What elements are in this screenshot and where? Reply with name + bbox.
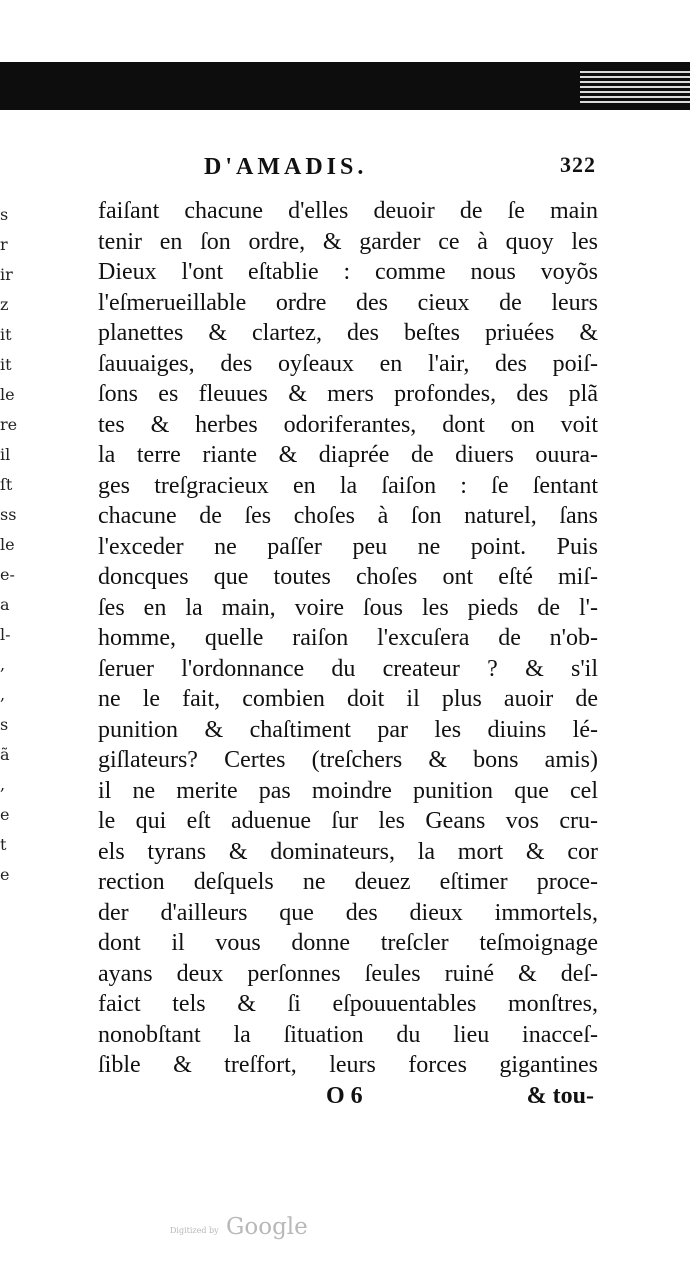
body-text [98, 196, 598, 1081]
text-line: ſible & treſfort, leurs forces gigantines [98, 1052, 598, 1078]
text-line: il ne merite pas moindre punition que cel [98, 777, 598, 804]
margin-mark: ã [0, 745, 10, 764]
margin-mark: e [0, 865, 10, 884]
signature-mark: O 6 [326, 1082, 363, 1109]
margin-mark: re [0, 415, 18, 434]
book-page [98, 152, 598, 1115]
text-line: doncques que toutes choſes ont eſté miſ- [98, 564, 598, 590]
text-line: dont il vous donne treſcler teſmoignage [98, 930, 598, 956]
catchword: & tou- [526, 1082, 594, 1109]
text-line: ges treſgracieux en la ſaiſon : ſe ſentant [98, 472, 598, 499]
margin-mark: s [0, 715, 9, 734]
watermark-prefix: Digitized by [170, 1226, 219, 1235]
text-line: punition & chaſtiment par les diuins lé- [98, 716, 598, 743]
text-line: ſons es fleuues & mers profondes, des plã [98, 381, 598, 407]
margin-mark: l- [0, 625, 11, 644]
margin-mark: it [0, 355, 12, 374]
text-line: faiſant chacune d'elles deuoir de ſe main [98, 198, 598, 224]
page-footer [98, 1083, 598, 1115]
text-line: planettes & clartez, des beſtes priuées & [98, 320, 598, 346]
text-line: Dieux l'ont eſtablie : comme nous voyõs [98, 259, 598, 285]
margin-mark: t [0, 835, 7, 854]
running-title: D'AMADIS. [204, 154, 368, 180]
margin-mark: , [0, 775, 6, 794]
text-line: ſes en la main, voire ſous les pieds de l'- [98, 594, 598, 621]
text-line: faict tels & ſi eſpouuentables monſtres, [98, 991, 598, 1017]
running-head [98, 152, 598, 186]
margin-mark: s [0, 205, 9, 224]
text-line: la terre riante & diaprée de diuers ouura- [98, 442, 598, 468]
margin-mark: it [0, 325, 12, 344]
text-line: ne le fait, combien doit il plus auoir de [98, 686, 598, 712]
text-line: homme, quelle raiſon l'excuſera de n'ob- [98, 625, 598, 651]
text-line: ſeruer l'ordonnance du createur ? & s'il [98, 655, 598, 682]
google-logo: Google [226, 1214, 308, 1240]
margin-mark: ſt [0, 475, 13, 494]
margin-mark: , [0, 685, 6, 704]
margin-mark: le [0, 535, 15, 554]
scan-dark-edge [0, 62, 690, 110]
margin-mark: r [0, 235, 8, 254]
margin-mark: ss [0, 505, 17, 524]
margin-mark: z [0, 295, 9, 314]
text-line: tenir en ſon ordre, & garder ce à quoy les [98, 228, 598, 255]
text-line: der d'ailleurs que des dieux immortels, [98, 899, 598, 926]
page-number: 322 [560, 152, 596, 177]
text-line: nonobſtant la ſituation du lieu inacceſ- [98, 1021, 598, 1048]
text-line: giſlateurs? Certes (treſchers & bons amis) [98, 747, 598, 773]
text-line: tes & herbes odoriferantes, dont on voit [98, 411, 598, 438]
margin-mark: , [0, 655, 6, 674]
margin-mark: le [0, 385, 15, 404]
text-line: l'eſmerueillable ordre des cieux de leurs [98, 289, 598, 316]
text-line: le qui eſt aduenue ſur les Geans vos cru- [98, 808, 598, 834]
margin-mark: il [0, 445, 11, 464]
digitization-watermark [170, 1214, 320, 1244]
text-line: ayans deux perſonnes ſeules ruiné & deſ- [98, 960, 598, 987]
text-line: ſauuaiges, des oyſeaux en l'air, des poiſ- [98, 350, 598, 377]
text-line: els tyrans & dominateurs, la mort & cor [98, 838, 598, 865]
text-line: rection deſquels ne deuez eſtimer proce- [98, 869, 598, 895]
margin-fragments [0, 200, 18, 950]
margin-mark: a [0, 595, 10, 614]
margin-mark: ir [0, 265, 13, 284]
margin-mark: e- [0, 565, 15, 584]
margin-mark: e [0, 805, 10, 824]
text-line: chacune de ſes choſes à ſon naturel, ſans [98, 503, 598, 529]
text-line: l'exceder ne paſſer peu ne point. Puis [98, 533, 598, 560]
